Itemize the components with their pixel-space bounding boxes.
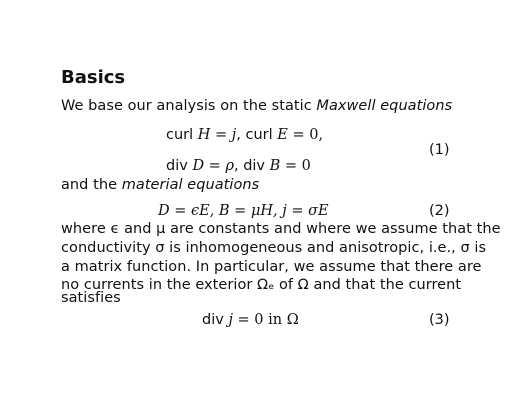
- material-equations-term: material equations: [121, 177, 260, 193]
- eq1-equals-2: =: [204, 158, 226, 174]
- equation-2-number: (2): [429, 203, 450, 219]
- eq1-var-E: E: [277, 127, 288, 143]
- material-prefix: and the: [61, 177, 122, 193]
- eq1-div-label-2: , div: [233, 158, 270, 174]
- eq1-var-B: B: [269, 158, 281, 174]
- eq1-div-label: div: [166, 158, 193, 174]
- paragraph-line-3: a matrix function. In particular, we assume that there are: [61, 259, 482, 275]
- paragraph-line-1: where ϵ and μ are constants and where we assume that the: [61, 221, 501, 237]
- paragraph-line-5: satisfies: [61, 290, 121, 306]
- eq3-condition: = 0 in Ω: [232, 312, 299, 328]
- equation-3: [202, 312, 299, 328]
- material-line: [61, 177, 259, 193]
- eq1-var-D: D: [192, 158, 205, 174]
- eq1-var-rho: ρ: [225, 158, 234, 174]
- equation-1-number: (1): [429, 142, 450, 158]
- paragraph-line-2: conductivity σ is inhomogeneous and anisotropic, i.e., σ is: [61, 240, 487, 256]
- eq1-equals: =: [210, 127, 232, 143]
- equation-1-line-1: [166, 127, 323, 143]
- eq1-curl-label: curl: [166, 127, 198, 143]
- equation-1-line-2: [166, 158, 311, 174]
- maxwell-equations-term: Maxwell equations: [316, 98, 453, 114]
- eq1-equals-zero-2: = 0: [280, 158, 311, 174]
- eq3-var-j: j: [228, 312, 233, 328]
- equation-3-number: (3): [429, 312, 450, 328]
- eq1-equals-zero: = 0,: [287, 127, 324, 143]
- intro-line: [61, 98, 452, 114]
- paragraph-line-4: no currents in the exterior Ωₑ of Ω and that the current: [61, 277, 462, 293]
- eq3-div-label: div: [202, 312, 229, 328]
- section-title: Basics: [61, 67, 126, 88]
- eq1-curl-label-2: , curl: [236, 127, 278, 143]
- eq1-var-j: j: [231, 127, 237, 143]
- equation-2: D = ϵE, B = μH, j = σE: [158, 203, 329, 219]
- eq1-var-H: H: [197, 127, 211, 143]
- intro-prefix: We base our analysis on the static: [61, 98, 317, 114]
